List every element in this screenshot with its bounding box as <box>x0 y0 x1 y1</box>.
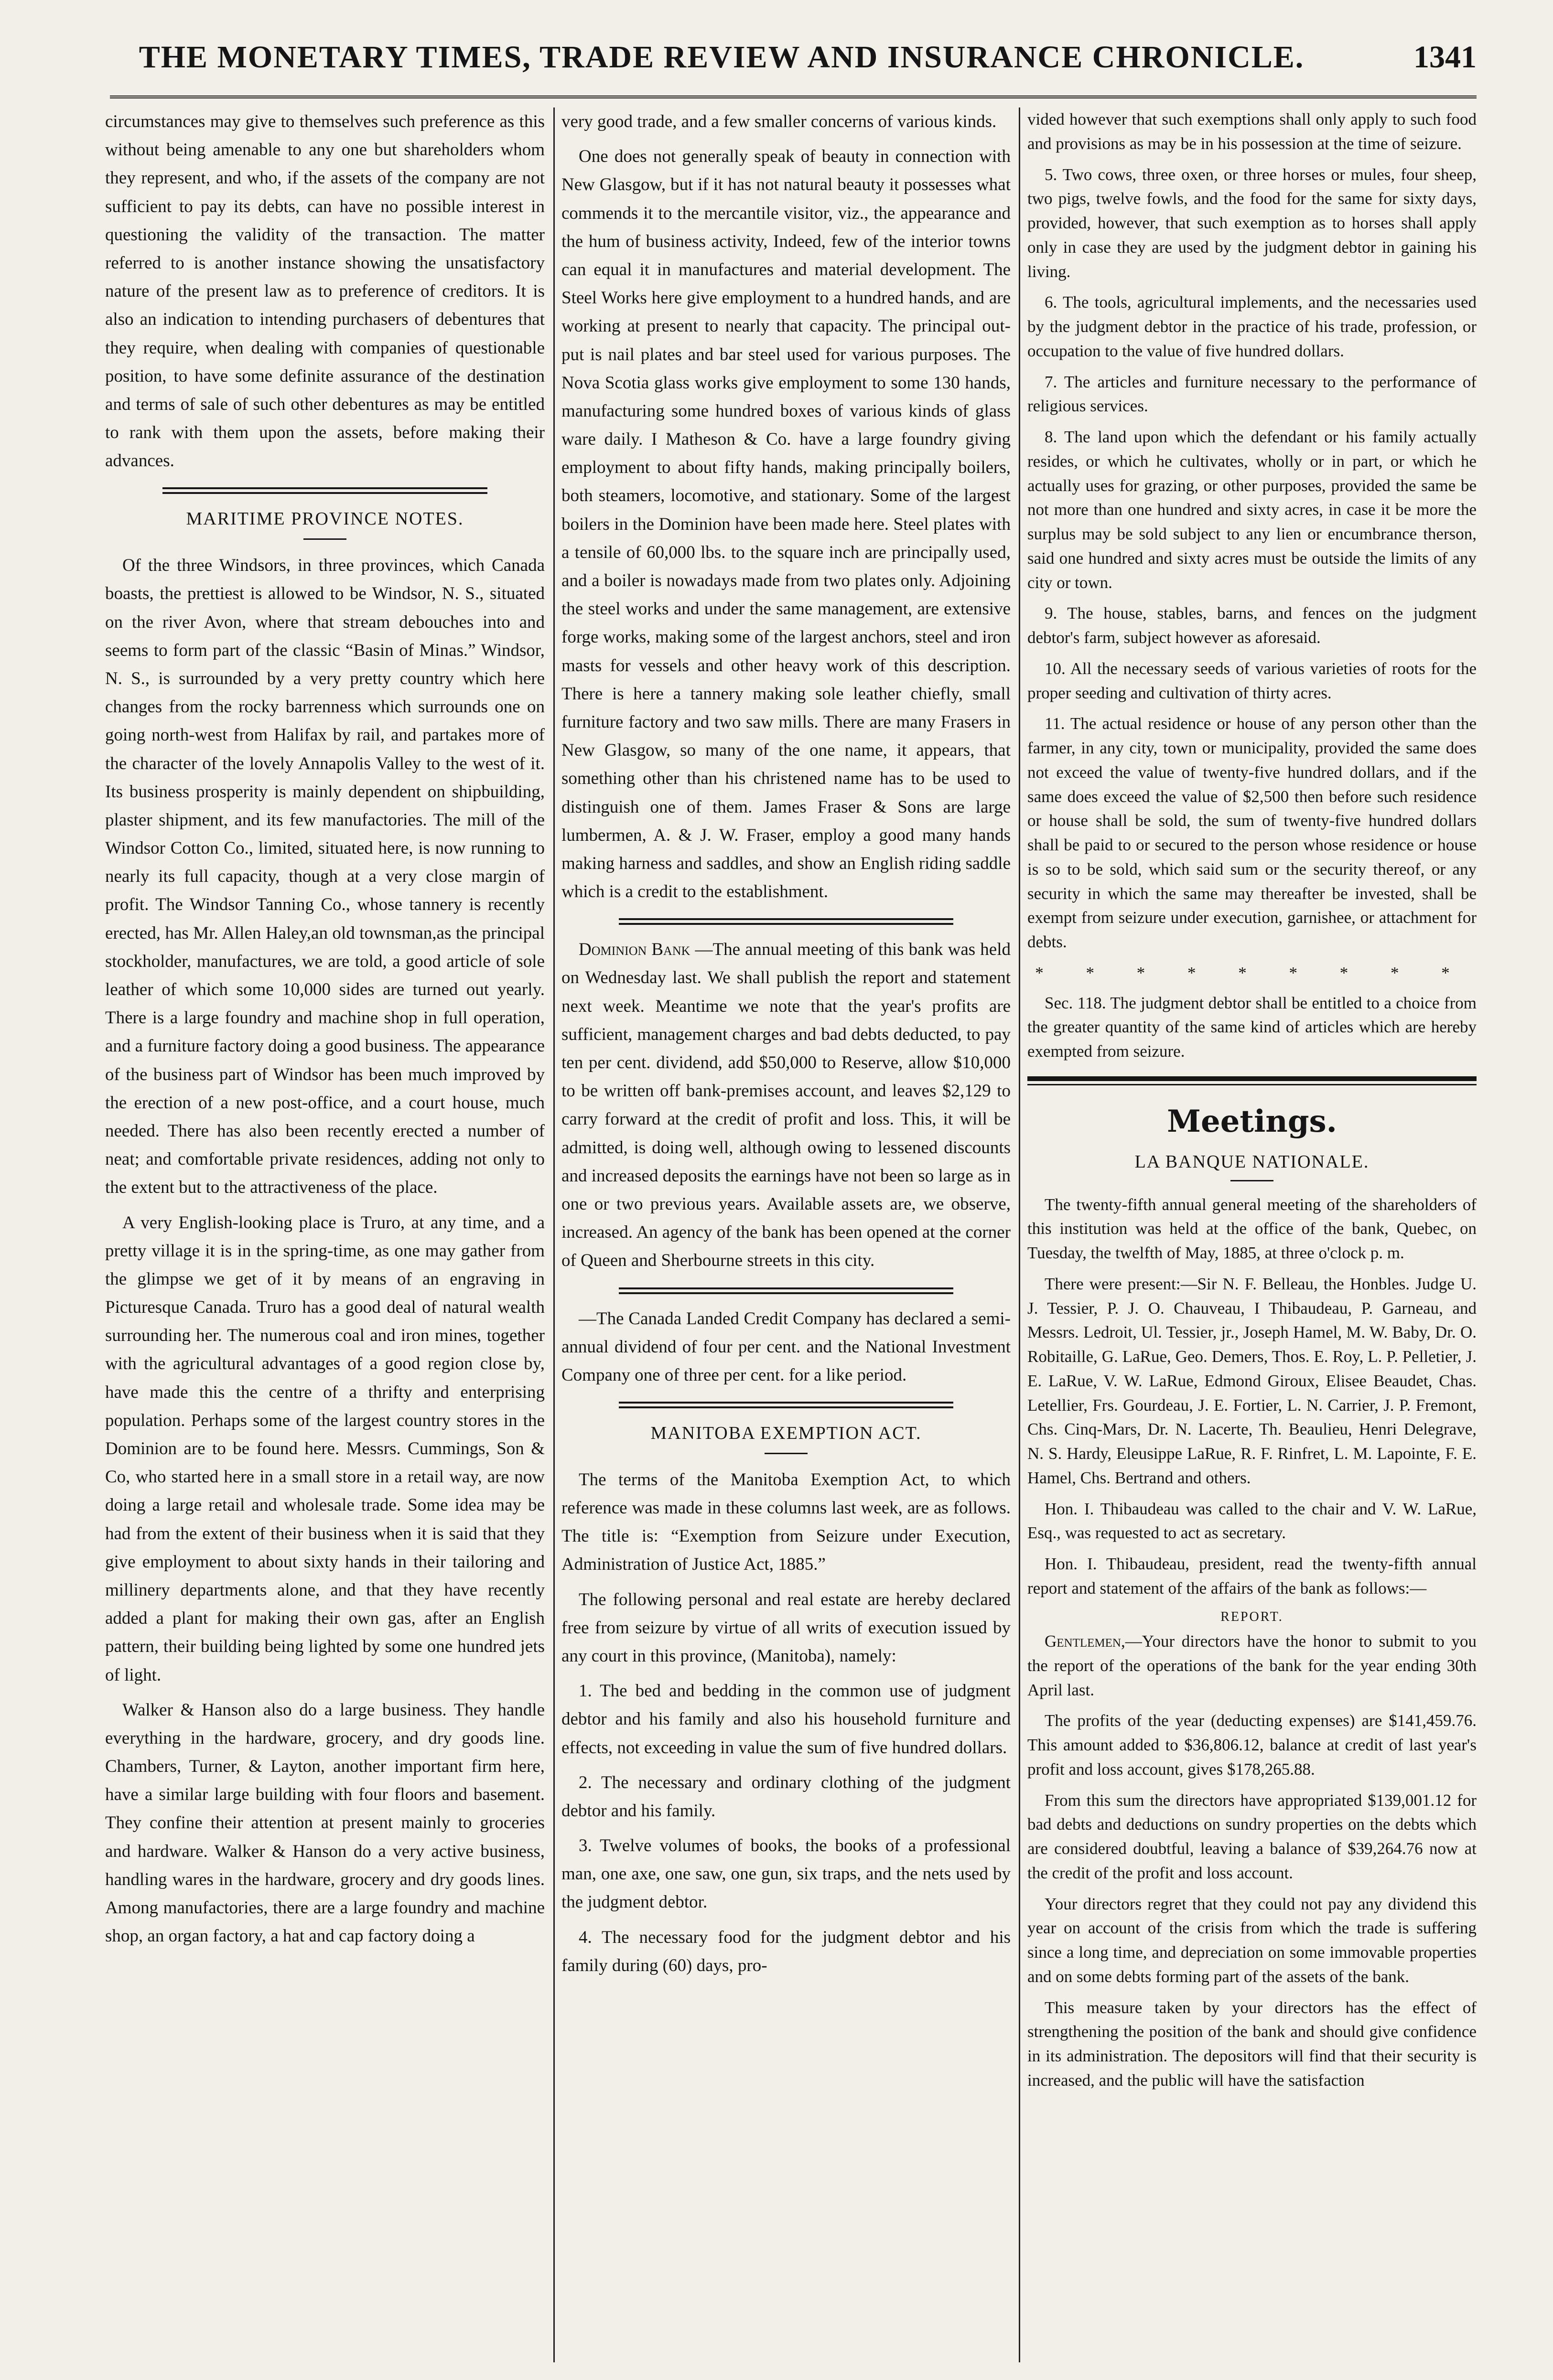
heading-underline <box>303 538 346 540</box>
list-item: 2. The necessary and ordinary clothing of the judgment debtor and his family. <box>561 1772 1011 1821</box>
list-item: 11. The actual residence or house of any person other than the farmer, in any city, town or municipality, provided the same does not exceed the value of twenty-five hundred dollars, and if the same does exceed the value of $2,500 then before such residence or house shall be sold, the sum of twenty-five hundred dollars shall be paid to or secured to the person whose residence or house is so to be sold, which said sum or the security thereof, or any security in which the same may thereafter be invested, shall be exempt from seizure under execution, garnishee, or attachment for debts. <box>1027 714 1477 951</box>
article-paragraph: Walker & Hanson also do a large business. They handle everything in the hardware, grocery, and dry goods line. Chambers, Turner, & Layton, another important firm here, have a similar large building with four floors and basement. They confine their attention at present mainly to groceries and hardware. Walker & Hanson do a very active business, handling wares in the hardware, grocery and dry goods lines. Among manufactories, there are a large foundry and machine shop, an organ factory, a hat and cap factory doing a <box>105 1700 545 1946</box>
article-paragraph: From this sum the directors have appropriated $139,001.12 for bad debts and deductions on sundry properties on the debts which are considered doubtful, leaving a balance of $39,264.76 now at the credit of the profit and loss account. <box>1027 1790 1477 1882</box>
column-2 <box>561 107 1011 2362</box>
article-paragraph: Your directors regret that they could not pay any dividend this year on account of the crisis from which the trade is suffering since a long time, and depreciation on some immovable properties and on some debts forming part of the assets of the bank. <box>1027 1894 1477 1986</box>
article-paragraph <box>561 935 1011 1275</box>
section-heading: MARITIME PROVINCE NOTES. <box>186 509 464 529</box>
article-paragraph: One does not generally speak of beauty in connection with New Glasgow, but if it has not natural beauty it possesses what commends it to the mercantile visitor, viz., the appearance and the hum of business activity, Indeed, few of the interior towns can equal it in manufactures and material development. The Steel Works here give employment to a hundred hands, and are working at present to nearly that capacity. The principal out-put is nail plates and bar steel used for various purposes. The Nova Scotia glass works give employment to some 130 hands, manufacturing some hundred boxes of various kinds of glass ware daily. I Matheson & Co. have a large foundry giving employment to about fifty hands, making principally boilers, both steamers, locomotive, and stationary. Some of the largest boilers in the Dominion have been made here. Steel plates with a tensile of 60,000 lbs. to the square inch are principally used, and a boiler is nowadays made from two plates only. Adjoining the steel works and under the same management, are extensive forge works, making some of the largest anchors, steel and iron masts for vessels and other heavy work of this description. There is here a tannery making sole leather chiefly, small furniture factory and two saw mills. There are many Frasers in New Glasgow, so many of the one name, it appears, that something other than his christened name has to be used to distinguish one of them. James Fraser & Sons are large lumbermen, A. & J. W. Fraser, employ a good many hands making harness and saddles, and show an English riding saddle which is a credit to the establishment. <box>561 147 1011 902</box>
report-heading: REPORT. <box>1220 1609 1283 1624</box>
list-item: 8. The land upon which the defendant or his family actually resides, or which he cultivates, wholly or in part, or which he actually uses for grazing, or other purposes, provided the same be not more than one hundred and sixty acres, in case it be more the surplus may be sold subject to any lien or encumbrance therson, said one hundred and sixty acres must be outside the limits of any city or town. <box>1027 428 1477 592</box>
item-label: Gentlemen, <box>1045 1632 1125 1651</box>
column-1 <box>105 107 545 2362</box>
article-paragraph: Hon. I. Thibaudeau was called to the chair and V. W. LaRue, Esq., was requested to act as secretary. <box>1027 1499 1477 1543</box>
item-text: —The annual meeting of this bank was held on Wednesday last. We shall publish the report and statement next week. Meantime we note that the year's profits are sufficient, management charges and bad debts deducted, to pay ten per cent. dividend, add $50,000 to Reserve, allow $10,000 to be written off bank-premises account, and leaves $2,129 to carry forward at the credit of profit and loss. This, it will be admitted, is doing well, although owing to lessened discounts and increased deposits the earnings have not been so large as in one or two previous years. Available assets are, we observe, increased. An agency of the bank has been opened at the corner of Queen and Sherbourne streets in this city. <box>561 940 1011 1271</box>
heading-underline <box>765 1453 808 1454</box>
article-paragraph: Sec. 118. The judgment debtor shall be entitled to a choice from the greater quantity of the same kind of articles which are hereby exempted from seizure. <box>1027 993 1477 1061</box>
item-label: Dominion Bank <box>579 940 690 960</box>
article-paragraph: Hon. I. Thibaudeau, president, read the twenty-fifth annual report and statement of the affairs of the bank as follows:— <box>1027 1555 1477 1597</box>
section-divider <box>162 487 487 494</box>
list-item: 7. The articles and furniture necessary to the performance of religious services. <box>1027 372 1477 416</box>
list-item: 5. Two cows, three oxen, or three horses or mules, four sheep, two pigs, twelve fowls, and the food for the same for sixty days, provided, however, that such exemption as to horses shall apply only in case they are used by the judgment debtor in gaining his living. <box>1027 165 1477 281</box>
section-divider <box>1027 1076 1477 1081</box>
article-paragraph: circumstances may give to themselves such preference as this without being amenable to any one but shareholders whom they represent, and who, if the assets of the company are not sufficient to pay its debts, can have no possible interest in questioning the validity of the transaction. The matter referred to is another instance showing the unsatisfactory nature of the present law as to preference of creditors. It is also an indication to intending purchasers of debentures that they require, when dealing with companies of questionable position, to have some definite assurance of the destination and terms of sale of such other debentures as may be entitled to rank with them upon the assets, before making their advances. <box>105 112 545 471</box>
masthead-title: THE MONETARY TIMES, TRADE REVIEW AND INSURANCE CHRONICLE. <box>139 40 1305 75</box>
section-heading: LA BANQUE NATIONALE. <box>1134 1151 1370 1172</box>
ellipsis-stars: * * * * * * * * * <box>1035 963 1469 982</box>
article-paragraph: very good trade, and a few smaller concerns of various kinds. <box>561 112 997 131</box>
list-item: 3. Twelve volumes of books, the books of a professional man, one axe, one saw, one gun, six traps, and the nets used by the judgment debtor. <box>561 1836 1011 1912</box>
section-divider <box>619 1402 953 1408</box>
heading-underline <box>1230 1180 1273 1181</box>
article-paragraph: A very English-looking place is Truro, at any time, and a pretty village it is in the spring-time, as one may gather from the glimpse we get of it by means of an engraving in Picturesque Canada. Truro has a good deal of natural wealth surrounding her. The numerous coal and iron mines, together with the agricultural advantages of a good region close by, have made this the centre of a thrifty and enterprising population. Perhaps some of the largest country stores in the Dominion are to be found here. Messrs. Cummings, Son & Co, who started here in a small store in a retail way, are now doing a large retail and wholesale trade. Some idea may be had from the extent of their business when it is said that they give employment to about sixty hands in their tailoring and millinery departments alone, and that they have recently added a plant for making their own gas, after an English pattern, their building being lighted by some one hundred jets of light. <box>105 1212 545 1685</box>
article-paragraph: The twenty-fifth annual general meeting of the shareholders of this institution was held at the office of the bank, Quebec, on Tuesday, the twelfth of May, 1885, at three o'clock p. m. <box>1027 1195 1477 1263</box>
section-heading: MANITOBA EXEMPTION ACT. <box>650 1423 922 1444</box>
article-paragraph <box>1027 1630 1477 1702</box>
list-item: 4. The necessary food for the judgment debtor and his family during (60) days, pro- <box>561 1927 1011 1975</box>
column-3 <box>1027 107 1477 2362</box>
list-item: 6. The tools, agricultural implements, and the necessaries used by the judgment debtor in the practice of his trade, profession, or occupation to the value of five hundred dollars. <box>1027 293 1477 360</box>
item-text: —Your directors have the honor to submit to you the report of the operations of the bank for the year ending 30th April last. <box>1027 1632 1477 1699</box>
article-paragraph: The terms of the Manitoba Exemption Act, to which reference was made in these columns last week, are as follows. The title is: “Exemption from Seizure under Execution, Administration of Justice Act, 1885.” <box>561 1469 1011 1575</box>
column-divider <box>553 107 555 2362</box>
page-header <box>110 29 1477 98</box>
section-divider <box>619 1287 953 1294</box>
article-paragraph: This measure taken by your directors has the effect of strengthening the position of the bank and should give confidence in its administration. The depositors will find that their security is increased, and the public will have the satisfaction <box>1027 1998 1477 2090</box>
article-paragraph: The profits of the year (deducting expenses) are $141,459.76. This amount added to $36,806.12, balance at credit of last year's profit and loss account, gives $178,265.88. <box>1027 1711 1477 1779</box>
section-divider <box>619 918 953 925</box>
column-divider <box>1019 107 1020 2362</box>
meetings-heading: Meetings. <box>1167 1103 1337 1139</box>
list-item: vided however that such exemptions shall only apply to such food and provisions as may be in his possession at the time of seizure. <box>1027 110 1477 153</box>
section-divider <box>1027 1084 1477 1085</box>
list-item: 9. The house, stables, barns, and fences on the judgment debtor's farm, subject however as aforesaid. <box>1027 604 1477 647</box>
list-item: 10. All the necessary seeds of various varieties of roots for the proper seeding and cultivation of thirty acres. <box>1027 659 1477 702</box>
article-paragraph: There were present:—Sir N. F. Belleau, the Honbles. Judge U. J. Tessier, P. J. O. Chauveau, I Thibaudeau, P. Garneau, and Messrs. Ledroit, Ul. Tessier, jr., Joseph Hamel, M. W. Baby, Dr. O. Robitaille, G. LaRue, Geo. Demers, Thos. E. Roy, L. P. Pelletier, J. E. LaRue, V. W. LaRue, Edmond Giroux, Elisee Beaudet, Chas. Letellier, Frs. Gourdeau, J. E. Fortier, L. N. Carrier, J. P. Fremont, Chs. Cinq-Mars, Dr. N. Lacerte, Th. Beaulieu, Henri Delegrave, N. S. Hardy, Eleusippe LaRue, R. F. Rinfret, L. M. Lapointe, F. E. Hamel, Chs. Bertrand and others. <box>1027 1274 1477 1487</box>
article-paragraph: Of the three Windsors, in three provinces, which Canada boasts, the prettiest is allowed to be Windsor, N. S., situated on the river Avon, where that stream debouches into and seems to form part of the classic “Basin of Minas.” Windsor, N. S., is surrounded by a very pretty country which here changes from the rocky barrenness which surrounds one on going north-west from Halifax by rail, and partakes more of the character of the lovely Annapolis Valley to the west of it. Its business prosperity is mainly dependent on shipbuilding, plaster shipment, and its few manufactories. The mill of the Windsor Cotton Co., limited, situated here, is now running to nearly its full capacity, though at a very close margin of profit. The Windsor Tanning Co., whose tannery is recently erected, has Mr. Allen Haley,an old townsman,as the principal stockholder, manufactures, we are told, a good article of sole leather of which some 10,000 sides are turned out yearly. There is a large foundry and machine shop in full operation, and a furniture factory doing a good business. The appearance of the business part of Windsor has been much improved by the erection of a new post-office, and a court house, much needed. There has also been recently erected a number of neat; and comfortable private residences, adding not only to the extent but to the attractiveness of the place. <box>105 556 545 1198</box>
page-number: 1341 <box>1413 40 1477 75</box>
list-item: 1. The bed and bedding in the common use of judgment debtor and his family and also his household furniture and effects, not exceeding in value the sum of five hundred dollars. <box>561 1681 1011 1758</box>
article-paragraph: The following personal and real estate are hereby declared free from seizure by virtue of all writs of execution issued by any court in this province, (Manitoba), namely: <box>561 1589 1011 1666</box>
article-paragraph: —The Canada Landed Credit Company has declared a semi-annual dividend of four per cent. and the National Investment Company one of three per cent. for a like period. <box>561 1308 1011 1385</box>
